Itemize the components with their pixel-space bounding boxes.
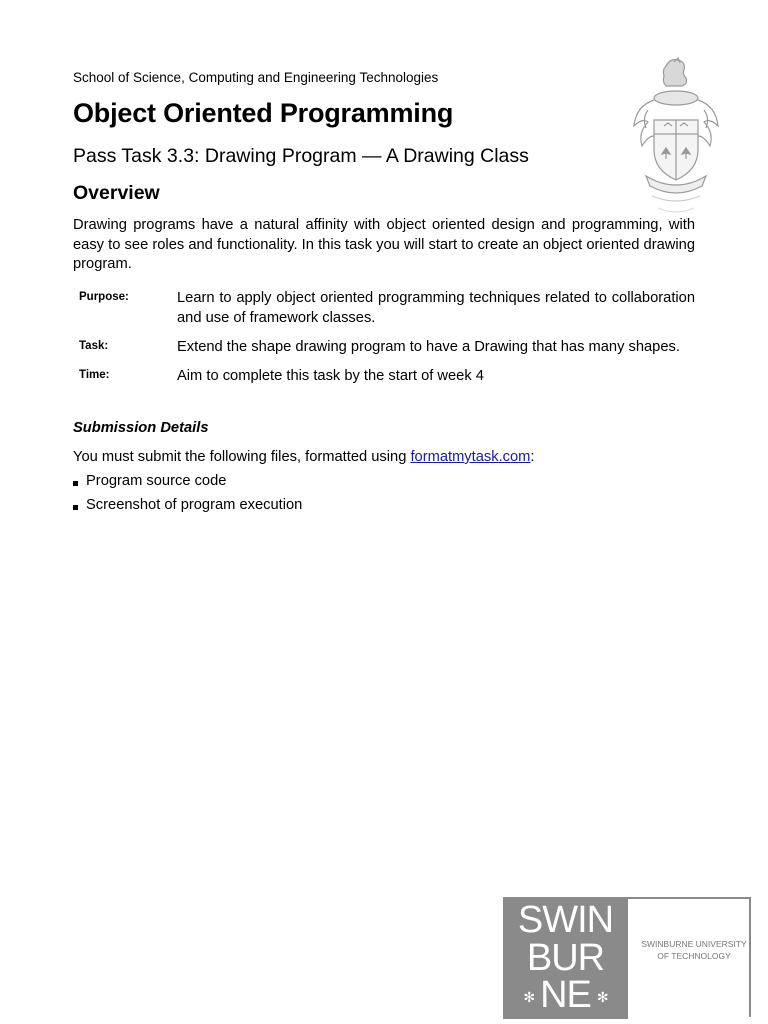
info-label: Time: [79,369,110,381]
info-label: Task: [79,340,109,352]
formatmytask-link[interactable]: formatmytask.com [410,449,531,465]
logo-wordmark [503,897,628,1019]
info-value: Learn to apply object oriented programming techniques related to collaboration and use of framework classes. [177,290,695,326]
submission-intro [73,449,535,465]
logo-name-line-1: SWINBURNE UNIVERSITY [641,939,747,949]
task-subtitle: Pass Task 3.3: Drawing Program — A Drawing Class [73,145,529,167]
info-row-purpose [73,288,695,328]
info-row-task [73,337,695,357]
logo-university-name [639,938,749,962]
overview-heading: Overview [73,182,160,204]
submission-heading: Submission Details [73,420,209,436]
submission-intro-text: You must submit the following files, formatted using [73,449,411,465]
overview-text: Drawing programs have a natural affinity with object oriented design and programming, with easy to see roles and functionality. In this task you will start to create an object oriented drawing program. [73,217,695,272]
logo-line-1: SWIN [517,899,614,941]
bullet-icon [73,481,78,486]
swinburne-logo [503,897,751,1019]
logo-line-3: ✻ NE ✻ [523,974,608,1016]
list-item [73,473,302,497]
info-row-time [73,366,695,386]
bullet-icon [73,505,78,510]
school-name: School of Science, Computing and Engineering Technologies [73,70,439,85]
info-label: Purpose: [79,291,129,303]
logo-name-line-2: OF TECHNOLOGY [657,951,731,961]
list-item-label: Screenshot of program execution [86,497,303,513]
info-value: Extend the shape drawing program to have a Drawing that has many shapes. [177,339,680,355]
task-info-table [73,288,695,395]
page-title: Object Oriented Programming [73,98,454,128]
submission-intro-colon: : [530,449,535,465]
info-value: Aim to complete this task by the start of week 4 [177,368,484,384]
university-crest-icon [628,56,724,228]
list-item-label: Program source code [86,473,227,489]
logo-line-2: BUR [526,937,605,979]
list-item [73,497,302,521]
submission-list [73,473,302,521]
